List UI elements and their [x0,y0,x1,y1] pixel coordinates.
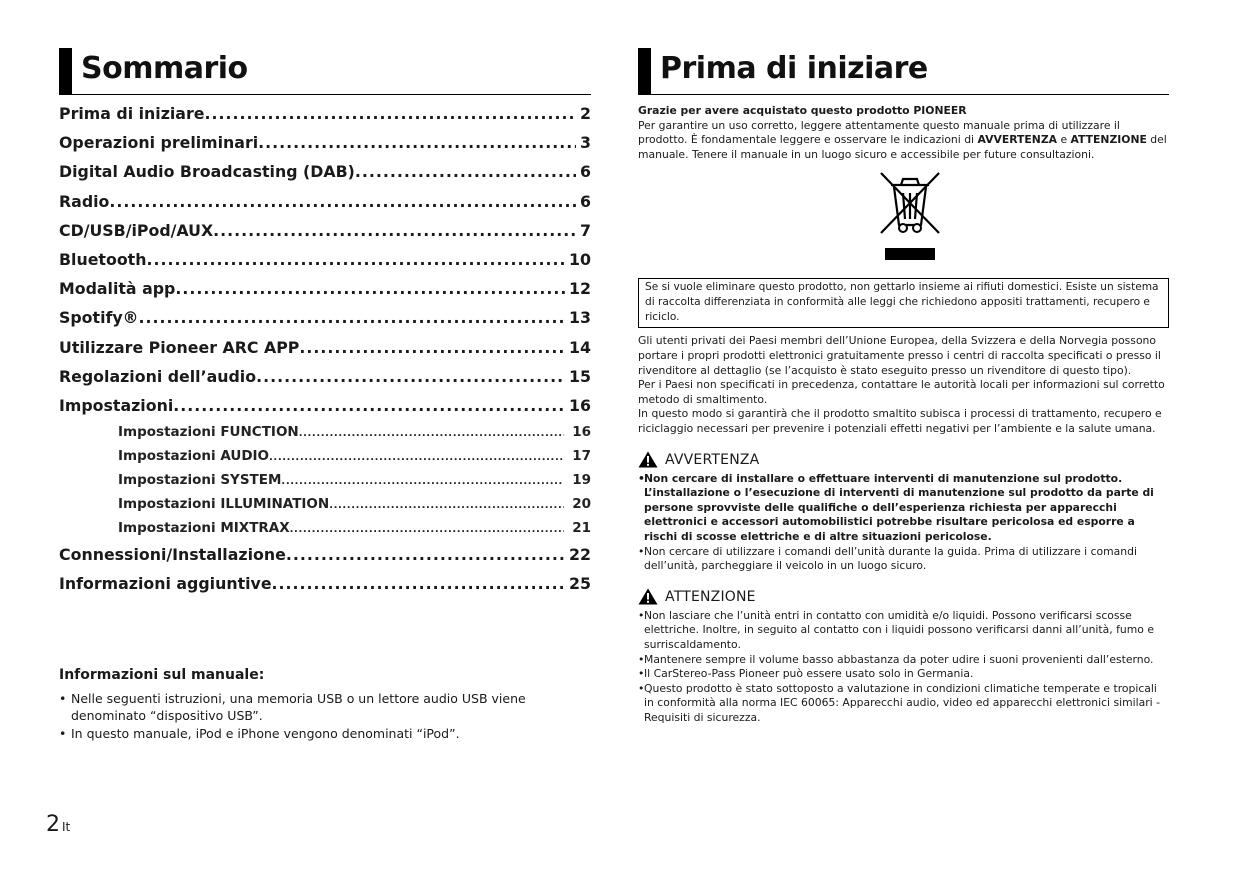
table-of-contents [59,99,591,598]
toc-subentry[interactable]: Impostazioni FUNCTION ..... 16 [59,420,591,444]
toc-subentry[interactable]: Impostazioni AUDIO ..... 17 [59,444,591,468]
weee-bin-icon [879,171,941,263]
toc-column [59,48,591,598]
caution-list [638,609,1169,726]
toc-subentry[interactable]: Impostazioni ILLUMINATION ..... 20 [59,492,591,516]
list-item: • Mantenere sempre il volume basso abbastanza da poter udire i suoni provenienti dall’esterno. [638,653,1169,668]
list-item: • Non cercare di utilizzare i comandi dell’unità durante la guida. Prima di utilizzare i comandi dell’unità, parcheggiare il veicolo in un luogo sicuro. [638,545,1169,574]
intro-lead: Grazie per avere acquistato questo prodotto PIONEER [638,104,967,117]
title-bar [638,48,651,94]
page-language: It [62,820,71,834]
toc-title-text: Sommario [81,51,248,86]
intro-text [638,104,1169,162]
list-item: • Il CarStereo-Pass Pioneer può essere usato solo in Germania. [638,667,1169,682]
list-item: • In questo manuale, iPod e iPhone vengono denominati “iPod”. [59,725,594,742]
toc-entry[interactable]: Modalità app ..... 12 [59,274,591,303]
list-item: • Non lasciare che l’unità entri in contatto con umidità e/o liquidi. Possono verificarsi scosse elettriche. Inoltre, in seguito al contatto con i liquidi possono verificarsi danni all’unità, fumo e surriscaldamento. [638,609,1169,653]
title-bar [59,48,72,94]
caution-heading-text: ATTENZIONE [665,588,756,605]
manual-info-list [59,690,594,742]
toc-entry[interactable]: Prima di iniziare ..... 2 [59,99,591,128]
toc-subentry[interactable]: Impostazioni MIXTRAX ..... 21 [59,516,591,540]
page-number: 2 [46,812,60,837]
paragraph: Per i Paesi non specificati in precedenza, contattare le autorità locali per informazioni sul corretto metodo di smaltimento. [638,378,1165,406]
disposal-notice: Se si vuole eliminare questo prodotto, non gettarlo insieme ai rifiuti domestici. Esiste un sistema di raccolta differenziata in conformità alle leggi che richiedono appositi trattamenti, recupero e riciclo. [638,278,1169,328]
caution-heading [638,587,1169,607]
toc-entry[interactable]: Informazioni aggiuntive ..... 25 [59,569,591,598]
toc-entry[interactable]: Impostazioni ..... 16 [59,391,591,420]
list-item: • Non cercare di installare o effettuare interventi di manutenzione sul prodotto. L’installazione o l’esecuzione di interventi di manutenzione sul prodotto da parte di persone sprovviste delle qualifiche o dell’esperienza richiesta per apparecchi elettronici e accessori automobilistici potrebbe risultare pericolosa ed esporre a rischi di scosse elettriche e di altre situazioni pericolose. [638,472,1169,545]
caution-triangle-icon [638,588,658,605]
warning-list [638,472,1169,574]
toc-entry[interactable]: Regolazioni dell’audio ..... 15 [59,362,591,391]
toc-entry[interactable]: Radio ..... 6 [59,187,591,216]
manual-info-heading: Informazioni sul manuale: [59,667,265,683]
toc-title [59,48,591,95]
list-item: • Questo prodotto è stato sottoposto a valutazione in condizioni climatiche temperate e tropicali in conformità alla norma IEC 60065: Apparecchi audio, video ed apparecchi elettronici similari - Requisiti di sicurezza. [638,682,1169,726]
section-title-text: Prima di iniziare [660,51,928,86]
intro-body: Per garantire un uso corretto, leggere attentamente questo manuale prima di utilizzare il prodotto. È fondamentale leggere e osservare le indicazioni di AVVERTENZA e ATTENZIONE del manuale. Tenere il manuale in un luogo sicuro e accessibile per future consultazioni. [638,118,1167,161]
warning-heading-text: AVVERTENZA [665,451,760,468]
toc-entry[interactable]: Utilizzare Pioneer ARC APP ..... 14 [59,333,591,362]
toc-subentry[interactable]: Impostazioni SYSTEM ..... 19 [59,468,591,492]
toc-entry[interactable]: Operazioni preliminari ..... 3 [59,128,591,157]
warning-heading [638,450,1169,470]
paragraph: In questo modo si garantirà che il prodotto smaltito subisca i processi di trattamento, recupero e riciclaggio necessari per prevenire i potenziali effetti negativi per l’ambiente e la salute umana. [638,407,1162,436]
toc-entry[interactable]: CD/USB/iPod/AUX ..... 7 [59,216,591,245]
toc-entry[interactable]: Digital Audio Broadcasting (DAB) ..... 6 [59,157,591,186]
toc-entry[interactable]: Connessioni/Installazione ..... 22 [59,540,591,569]
warning-triangle-icon [638,451,658,468]
list-item: • Nelle seguenti istruzioni, una memoria USB o un lettore audio USB viene denominato “dispositivo USB”. [59,690,594,724]
section-title [638,48,1169,95]
intro-column [638,48,1169,726]
paragraph: Gli utenti privati dei Paesi membri dell’Unione Europea, della Svizzera e della Norvegia possono portare i propri prodotti elettronici gratuitamente presso i centri di raccolta specificati o presso il rivenditore al dettaglio (se l’acquisto è stato eseguito presso un rivenditore di questo tipo). [638,334,1161,377]
disposal-info [638,334,1169,436]
toc-entry[interactable]: Bluetooth ..... 10 [59,245,591,274]
manual-info [59,666,594,743]
toc-entry[interactable]: Spotify® ..... 13 [59,303,591,332]
